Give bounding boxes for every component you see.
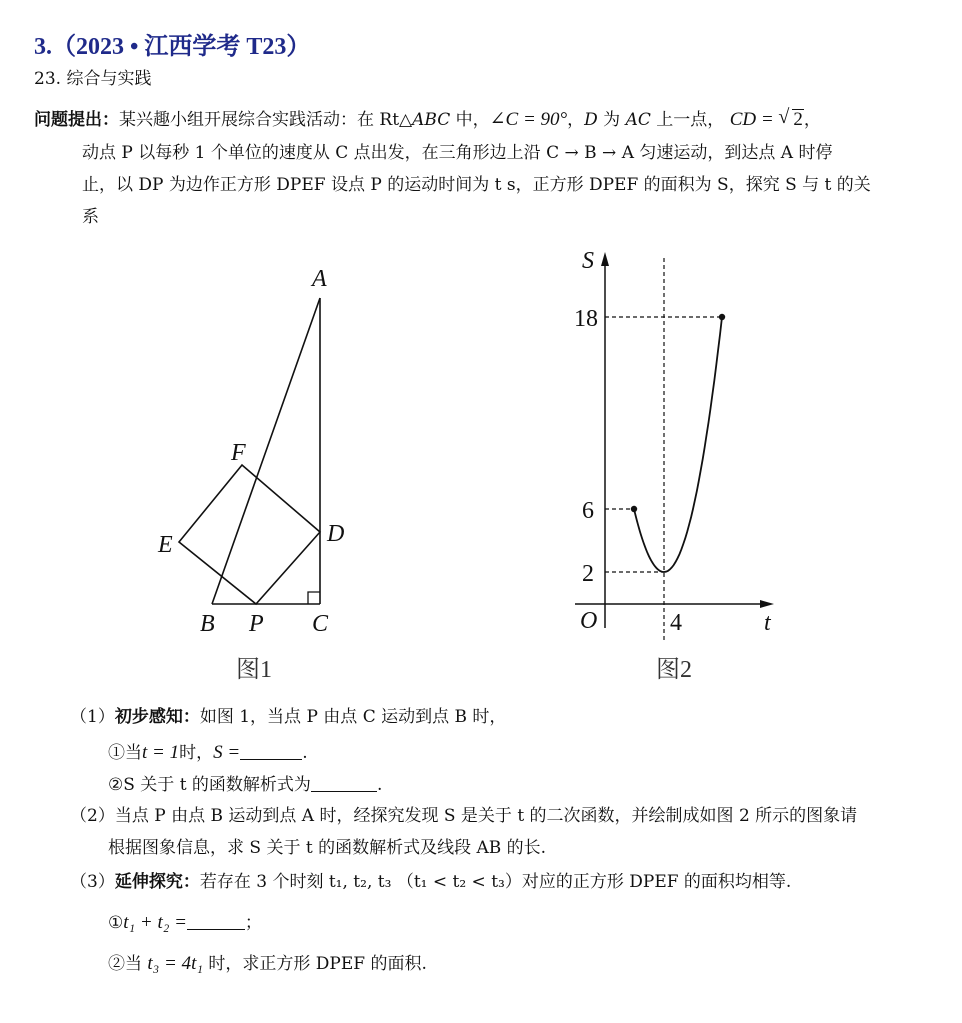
q1a-prefix: ①当 bbox=[108, 743, 142, 763]
origin-label: O bbox=[580, 608, 598, 634]
right-angle-condition: ∠C = 90° bbox=[489, 109, 568, 130]
q3b-text: 时，求正方形 DPEF 的面积. bbox=[203, 954, 427, 974]
q1a-expr: t = 1 bbox=[142, 742, 180, 763]
q3-number: （3） bbox=[70, 872, 115, 892]
right-angle-mark bbox=[308, 592, 320, 604]
problem-number: 3. bbox=[34, 34, 52, 60]
label-b: B bbox=[200, 611, 215, 637]
problem-mid: 中， bbox=[450, 110, 490, 130]
y-axis-arrow bbox=[601, 252, 609, 266]
sqrt-two bbox=[778, 106, 804, 130]
label-e: E bbox=[158, 532, 173, 558]
q1a-mid: 时， bbox=[179, 743, 214, 763]
q3-text: 若存在 3 个时刻 t₁, t₂, t₃ （t₁ < t₂ < t₃）对应的正方形 DPEF 的面积均相等. bbox=[199, 872, 792, 892]
q3a-answer-blank[interactable] bbox=[187, 929, 245, 930]
point-d-name: D bbox=[584, 110, 598, 130]
label-f: F bbox=[231, 440, 246, 466]
separator-2: ， bbox=[803, 110, 821, 130]
x-axis-arrow bbox=[760, 600, 774, 608]
q3a-end: ； bbox=[244, 913, 262, 933]
problem-source: （2023 • 江西学考 T23） bbox=[52, 34, 311, 60]
problem-line-3: 止，以 DP 为边作正方形 DPEF 设点 P 的运动时间为 t s，正方形 DPEF 的面积为 S，探究 S 与 t 的关 bbox=[82, 175, 871, 195]
q1b-end: . bbox=[376, 775, 383, 795]
tick-4: 4 bbox=[670, 610, 682, 636]
question-1b bbox=[108, 777, 382, 794]
figure-1-geometry bbox=[140, 255, 370, 685]
tick-18: 18 bbox=[574, 306, 598, 332]
label-d: D bbox=[327, 521, 345, 547]
q1b-answer-blank[interactable] bbox=[311, 791, 377, 792]
square-dpef bbox=[179, 465, 320, 604]
question-3a bbox=[108, 913, 262, 932]
point-end bbox=[719, 314, 725, 320]
label-c: C bbox=[312, 611, 329, 637]
label-p: P bbox=[249, 611, 264, 637]
axis-label-s: S bbox=[582, 248, 594, 274]
radicand: 2 bbox=[793, 109, 803, 130]
cd-equation bbox=[729, 106, 804, 130]
question-3 bbox=[70, 874, 791, 891]
q3b-prefix: ②当 bbox=[108, 954, 148, 974]
question-2 bbox=[70, 808, 857, 825]
q1a-answer-blank[interactable] bbox=[240, 759, 302, 760]
label-a: A bbox=[312, 266, 327, 292]
q3a-expr: t₁ + t₂ = bbox=[123, 912, 187, 933]
problem-label: 问题提出： bbox=[34, 110, 119, 130]
segment-ab bbox=[212, 298, 320, 604]
q3b-expr: t₃ = 4t₁ bbox=[147, 953, 203, 974]
problem-tail: 为 bbox=[597, 110, 626, 130]
point-start bbox=[631, 506, 637, 512]
q2-text: 当点 P 由点 B 运动到点 A 时，经探究发现 S 是关于 t 的二次函数，并绘制成如图 2 所示的图象请 bbox=[114, 806, 858, 826]
figure-1-caption: 图1 bbox=[236, 657, 272, 683]
q1-text: 如图 1，当点 P 由点 C 运动到点 B 时， bbox=[199, 707, 507, 727]
question-1 bbox=[70, 709, 506, 726]
axis-label-t: t bbox=[764, 610, 771, 636]
q2-number: （2） bbox=[70, 806, 115, 826]
question-3b bbox=[108, 954, 427, 973]
segment-ac: AC bbox=[625, 110, 651, 130]
problem-end: 上一点， bbox=[650, 110, 725, 130]
cd-label: CD = bbox=[729, 109, 774, 130]
problem-line-1 bbox=[34, 106, 821, 130]
q3a-prefix: ① bbox=[108, 913, 124, 933]
tick-6: 6 bbox=[582, 498, 594, 524]
radical-sign: √ bbox=[778, 106, 790, 128]
problem-line-4: 系 bbox=[82, 207, 99, 227]
q1a-end: . bbox=[302, 743, 308, 763]
q1a-s: S = bbox=[213, 742, 241, 763]
s-curve bbox=[634, 317, 722, 572]
q1b-text: ②S 关于 t 的函数解析式为 bbox=[108, 775, 311, 795]
question-1a bbox=[108, 743, 308, 762]
q1-label: 初步感知： bbox=[114, 707, 200, 727]
separator-1: ， bbox=[567, 110, 585, 130]
problem-heading bbox=[34, 26, 310, 61]
question-2-continued: 根据图象信息，求 S 关于 t 的函数解析式及线段 AB 的长. bbox=[108, 838, 547, 858]
problem-intro: 某兴趣小组开展综合实践活动：在 Rt△ bbox=[119, 110, 413, 130]
figure-2-caption: 图2 bbox=[656, 657, 692, 683]
figure-2-graph bbox=[560, 240, 790, 685]
section-subtitle: 23. 综合与实践 bbox=[34, 69, 152, 89]
q1-number: （1） bbox=[70, 707, 115, 727]
q3-label: 延伸探究： bbox=[114, 872, 200, 892]
triangle-name: ABC bbox=[412, 110, 451, 130]
problem-line-2: 动点 P 以每秒 1 个单位的速度从 C 点出发，在三角形边上沿 C → B → A 匀速运动，到达点 A 时停 bbox=[82, 143, 833, 163]
tick-2: 2 bbox=[582, 561, 594, 587]
